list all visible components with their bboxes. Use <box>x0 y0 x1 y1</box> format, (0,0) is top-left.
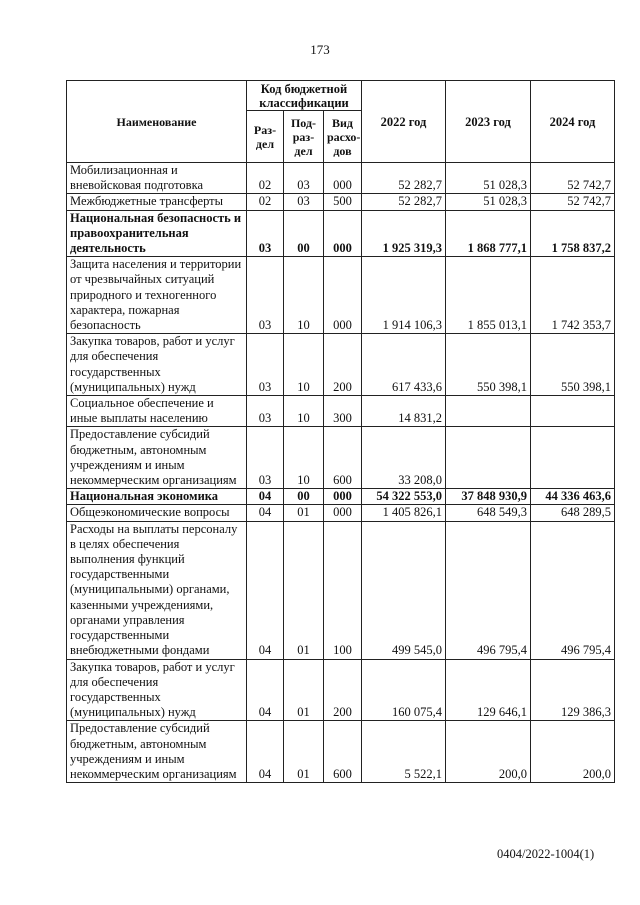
cell-y2022: 54 322 553,0 <box>362 489 446 505</box>
cell-p: 10 <box>284 396 324 427</box>
cell-y2023: 648 549,3 <box>446 505 531 521</box>
cell-name: Межбюджетные трансферты <box>67 194 247 210</box>
cell-name: Социальное обеспечение и иные выплаты населению <box>67 396 247 427</box>
cell-y2023 <box>446 396 531 427</box>
cell-r: 03 <box>247 396 284 427</box>
cell-v: 500 <box>324 194 362 210</box>
cell-y2023: 51 028,3 <box>446 194 531 210</box>
cell-v: 000 <box>324 163 362 194</box>
table-row <box>67 659 615 721</box>
cell-p: 10 <box>284 334 324 396</box>
header-podrazdel: Под-раз-дел <box>284 111 324 163</box>
cell-y2022: 1 405 826,1 <box>362 505 446 521</box>
cell-y2024: 44 336 463,6 <box>531 489 615 505</box>
cell-r: 02 <box>247 194 284 210</box>
table-row <box>67 396 615 427</box>
cell-y2023 <box>446 427 531 489</box>
cell-y2024 <box>531 396 615 427</box>
cell-p: 01 <box>284 521 324 659</box>
cell-r: 03 <box>247 257 284 334</box>
cell-p: 00 <box>284 489 324 505</box>
cell-p: 10 <box>284 427 324 489</box>
header-2022: 2022 год <box>362 81 446 163</box>
cell-v: 000 <box>324 489 362 505</box>
table-row <box>67 489 615 505</box>
table-row <box>67 334 615 396</box>
cell-v: 200 <box>324 334 362 396</box>
cell-r: 04 <box>247 521 284 659</box>
cell-y2023: 200,0 <box>446 721 531 783</box>
cell-v: 600 <box>324 427 362 489</box>
cell-name: Расходы на выплаты персоналу в целях обеспечения выполнения функций государственными (муниципальными) органами, казенными учреждениями, органами управления государственными внебюджетными фондами <box>67 521 247 659</box>
cell-y2022: 14 831,2 <box>362 396 446 427</box>
cell-y2024: 1 742 353,7 <box>531 257 615 334</box>
header-vid: Вид расхо-дов <box>324 111 362 163</box>
table-row <box>67 210 615 257</box>
cell-v: 300 <box>324 396 362 427</box>
table-row <box>67 194 615 210</box>
cell-y2024 <box>531 427 615 489</box>
cell-name: Национальная экономика <box>67 489 247 505</box>
cell-name: Общеэкономические вопросы <box>67 505 247 521</box>
cell-name: Предоставление субсидий бюджетным, автономным учреждениям и иным некоммерческим организациям <box>67 427 247 489</box>
cell-y2022: 499 545,0 <box>362 521 446 659</box>
cell-v: 000 <box>324 257 362 334</box>
table-body <box>67 163 615 783</box>
cell-y2022: 33 208,0 <box>362 427 446 489</box>
table-row <box>67 257 615 334</box>
cell-y2023: 51 028,3 <box>446 163 531 194</box>
cell-y2022: 52 282,7 <box>362 163 446 194</box>
cell-p: 00 <box>284 210 324 257</box>
cell-y2022: 1 925 319,3 <box>362 210 446 257</box>
cell-y2022: 160 075,4 <box>362 659 446 721</box>
cell-name: Национальная безопасность и правоохранительная деятельность <box>67 210 247 257</box>
header-razdel: Раз-дел <box>247 111 284 163</box>
cell-p: 03 <box>284 194 324 210</box>
cell-y2023: 129 646,1 <box>446 659 531 721</box>
cell-y2022: 617 433,6 <box>362 334 446 396</box>
cell-y2024: 1 758 837,2 <box>531 210 615 257</box>
cell-r: 02 <box>247 163 284 194</box>
page-number: 173 <box>310 42 330 57</box>
cell-y2024: 129 386,3 <box>531 659 615 721</box>
cell-name: Мобилизационная и вневойсковая подготовка <box>67 163 247 194</box>
table-row <box>67 427 615 489</box>
cell-p: 01 <box>284 721 324 783</box>
header-2024: 2024 год <box>531 81 615 163</box>
table-row <box>67 505 615 521</box>
cell-p: 10 <box>284 257 324 334</box>
cell-y2024: 648 289,5 <box>531 505 615 521</box>
cell-r: 04 <box>247 721 284 783</box>
cell-y2023: 37 848 930,9 <box>446 489 531 505</box>
cell-name: Закупка товаров, работ и услуг для обеспечения государственных (муниципальных) нужд <box>67 659 247 721</box>
cell-name: Закупка товаров, работ и услуг для обеспечения государственных (муниципальных) нужд <box>67 334 247 396</box>
header-2023: 2023 год <box>446 81 531 163</box>
cell-v: 200 <box>324 659 362 721</box>
cell-r: 04 <box>247 489 284 505</box>
cell-name: Защита населения и территории от чрезвычайных ситуаций природного и техногенного характера, пожарная безопасность <box>67 257 247 334</box>
header-code-group: Код бюджетной классификации <box>247 81 362 111</box>
cell-r: 04 <box>247 505 284 521</box>
cell-y2024: 52 742,7 <box>531 194 615 210</box>
cell-v: 100 <box>324 521 362 659</box>
cell-y2024: 200,0 <box>531 721 615 783</box>
cell-y2023: 1 855 013,1 <box>446 257 531 334</box>
cell-y2022: 52 282,7 <box>362 194 446 210</box>
cell-v: 000 <box>324 210 362 257</box>
cell-y2022: 5 522,1 <box>362 721 446 783</box>
cell-p: 03 <box>284 163 324 194</box>
table-header <box>67 81 615 163</box>
cell-y2024: 52 742,7 <box>531 163 615 194</box>
cell-y2024: 496 795,4 <box>531 521 615 659</box>
cell-y2023: 496 795,4 <box>446 521 531 659</box>
cell-p: 01 <box>284 505 324 521</box>
cell-name: Предоставление субсидий бюджетным, автономным учреждениям и иным некоммерческим организациям <box>67 721 247 783</box>
table-row <box>67 721 615 783</box>
cell-p: 01 <box>284 659 324 721</box>
cell-y2022: 1 914 106,3 <box>362 257 446 334</box>
cell-y2023: 550 398,1 <box>446 334 531 396</box>
table-row <box>67 521 615 659</box>
cell-r: 03 <box>247 427 284 489</box>
budget-table <box>66 80 615 783</box>
cell-v: 000 <box>324 505 362 521</box>
cell-y2023: 1 868 777,1 <box>446 210 531 257</box>
cell-y2024: 550 398,1 <box>531 334 615 396</box>
cell-r: 03 <box>247 210 284 257</box>
table-row <box>67 163 615 194</box>
header-name: Наименование <box>67 81 247 163</box>
cell-v: 600 <box>324 721 362 783</box>
cell-r: 03 <box>247 334 284 396</box>
cell-r: 04 <box>247 659 284 721</box>
document-code: 0404/2022-1004(1) <box>497 847 595 861</box>
